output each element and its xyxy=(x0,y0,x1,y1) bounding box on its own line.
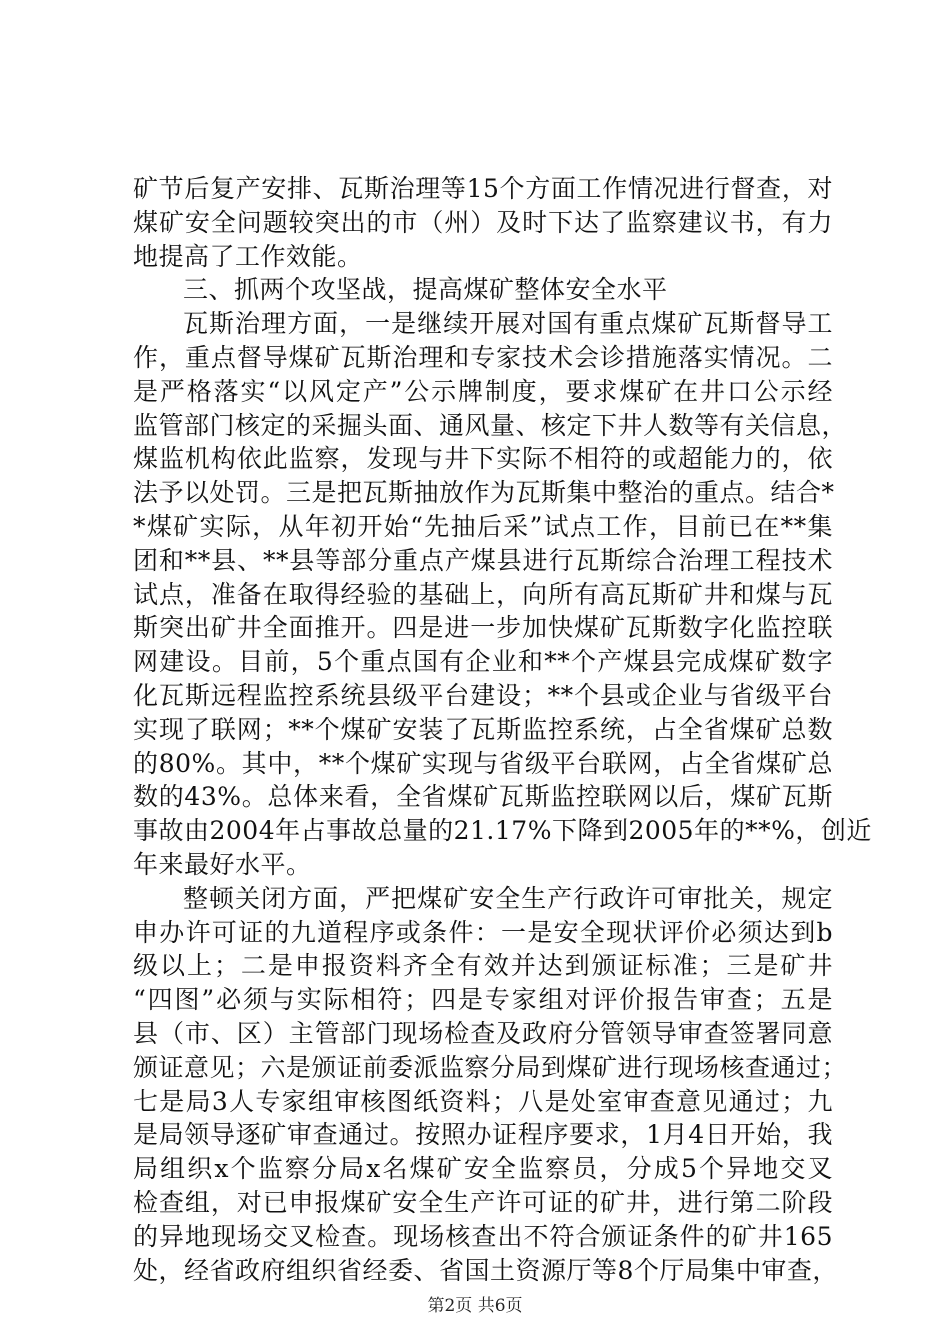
text-line: 级以上；二是申报资料齐全有效并达到颁证标准；三是矿井 xyxy=(133,951,833,981)
page-number-footer: 第2页 共6页 xyxy=(427,1296,523,1316)
text-line: *煤矿实际，从年初开始“先抽后采”试点工作，目前已在**集 xyxy=(133,511,833,541)
text-line: 煤矿安全问题较突出的市（州）及时下达了监察建议书，有力 xyxy=(133,207,833,237)
text-line: 监管部门核定的采掘头面、通风量、核定下井人数等有关信息， xyxy=(133,410,848,440)
text-line: 处，经省政府组织省经委、省国土资源厅等8个厅局集中审查， xyxy=(133,1255,838,1285)
text-line: 县（市、区）主管部门现场检查及政府分管领导审查签署同意 xyxy=(133,1018,833,1048)
text-line: 试点，准备在取得经验的基础上，向所有高瓦斯矿井和煤与瓦 xyxy=(133,579,833,609)
text-line: 化瓦斯远程监控系统县级平台建设；**个县或企业与省级平台 xyxy=(133,680,833,710)
text-line: 年来最好水平。 xyxy=(133,849,312,879)
text-line: 的80%。其中，**个煤矿实现与省级平台联网，占全省煤矿总 xyxy=(133,748,833,778)
text-line: 申办许可证的九道程序或条件：一是安全现状评价必须达到b xyxy=(133,917,833,947)
text-line: 煤监机构依此监察，发现与井下实际不相符的或超能力的，依 xyxy=(133,444,833,474)
text-line: 是严格落实“以风定产”公示牌制度，要求煤矿在井口公示经 xyxy=(133,376,833,406)
text-line: 实现了联网；**个煤矿安装了瓦斯监控系统，占全省煤矿总数 xyxy=(133,714,833,744)
document-body xyxy=(133,172,872,1287)
text-line: 检查组，对已申报煤矿安全生产许可证的矿井，进行第二阶段 xyxy=(133,1187,833,1217)
text-line: 法予以处罚。三是把瓦斯抽放作为瓦斯集中整治的重点。结合* xyxy=(133,478,835,508)
section-heading: 三、抓两个攻坚战，提高煤矿整体安全水平 xyxy=(183,275,668,305)
text-line: 瓦斯治理方面，一是继续开展对国有重点煤矿瓦斯督导工 xyxy=(183,309,833,339)
text-line: 地提高了工作效能。 xyxy=(133,241,363,271)
text-line: 七是局3人专家组审核图纸资料；八是处室审查意见通过；九 xyxy=(133,1086,833,1116)
text-line: 网建设。目前，5个重点国有企业和**个产煤县完成煤矿数字 xyxy=(133,647,833,677)
text-line: 局组织x个监察分局x名煤矿安全监察员，分成5个异地交叉 xyxy=(133,1154,833,1184)
text-line: 数的43%。总体来看，全省煤矿瓦斯监控联网以后，煤矿瓦斯 xyxy=(133,782,833,812)
text-line: 是局领导逐矿审查通过。按照办证程序要求，1月4日开始，我 xyxy=(133,1120,833,1150)
text-line: 事故由2004年占事故总量的21.17%下降到2005年的**%，创近 xyxy=(133,816,872,846)
text-line: 颁证意见；六是颁证前委派监察分局到煤矿进行现场核查通过； xyxy=(133,1052,848,1082)
text-line: 矿节后复产安排、瓦斯治理等15个方面工作情况进行督查，对 xyxy=(133,174,833,203)
text-line: 斯突出矿井全面推开。四是进一步加快煤矿瓦斯数字化监控联 xyxy=(133,613,833,643)
text-line: 的异地现场交叉检查。现场核查出不符合颁证条件的矿井165 xyxy=(133,1221,833,1251)
text-line: “四图”必须与实际相符；四是专家组对评价报告审查；五是 xyxy=(133,985,833,1015)
text-line: 整顿关闭方面，严把煤矿安全生产行政许可审批关，规定 xyxy=(183,883,833,913)
text-line: 作，重点督导煤矿瓦斯治理和专家技术会诊措施落实情况。二 xyxy=(133,342,833,372)
text-line: 团和**县、**县等部分重点产煤县进行瓦斯综合治理工程技术 xyxy=(133,545,833,575)
